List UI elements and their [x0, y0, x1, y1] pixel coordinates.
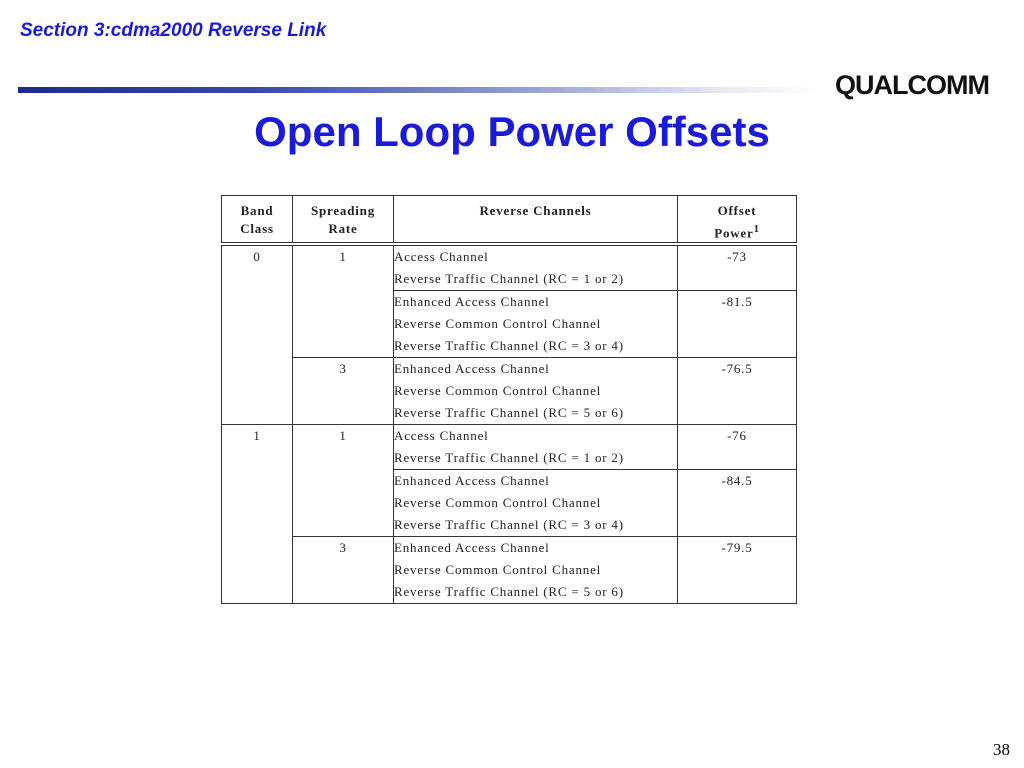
spreading-rate-cell: 1 — [293, 425, 394, 537]
channels-cell: Enhanced Access Channel Reverse Common Control Channel Reverse Traffic Channel (RC = 3 or 4) — [394, 291, 678, 358]
offset-cell: -84.5 — [678, 470, 797, 537]
channels-cell: Access Channel Reverse Traffic Channel (RC = 1 or 2) — [394, 425, 678, 470]
table-row — [222, 358, 797, 425]
table-row — [222, 537, 797, 604]
band-class-cell: 0 — [222, 244, 293, 425]
offset-cell: -76.5 — [678, 358, 797, 425]
spreading-rate-cell: 3 — [293, 537, 394, 604]
header-rule — [18, 87, 818, 93]
channels-cell: Enhanced Access Channel Reverse Common Control Channel Reverse Traffic Channel (RC = 3 or 4) — [394, 470, 678, 537]
channels-cell: Access Channel Reverse Traffic Channel (RC = 1 or 2) — [394, 244, 678, 291]
qualcomm-logo — [833, 64, 993, 108]
header-reverse-channels: Reverse Channels — [394, 196, 678, 245]
spreading-rate-cell: 3 — [293, 358, 394, 425]
section-title: Section 3:cdma2000 Reverse Link — [20, 20, 327, 41]
band-class-cell: 1 — [222, 425, 293, 604]
page-number: 38 — [993, 740, 1010, 759]
channels-cell: Enhanced Access Channel Reverse Common Control Channel Reverse Traffic Channel (RC = 5 or 6) — [394, 537, 678, 604]
channels-cell: Enhanced Access Channel Reverse Common Control Channel Reverse Traffic Channel (RC = 5 or 6) — [394, 358, 678, 425]
header-band-class: Band Class — [222, 196, 293, 245]
page-title: Open Loop Power Offsets — [254, 108, 770, 155]
header-offset-power: Offset Power$^1$ — [678, 196, 797, 245]
table-row — [222, 425, 797, 470]
offset-cell: -79.5 — [678, 537, 797, 604]
header-spreading-rate: Spreading Rate — [293, 196, 394, 245]
offset-cell: -73 — [678, 244, 797, 291]
table-header-row — [222, 196, 797, 245]
spreading-rate-cell: 1 — [293, 244, 394, 358]
offset-cell: -76 — [678, 425, 797, 470]
offset-cell: -81.5 — [678, 291, 797, 358]
power-offsets-table — [221, 195, 797, 604]
logo-wordmark: QUALCOMM — [835, 70, 989, 100]
table-row — [222, 244, 797, 291]
